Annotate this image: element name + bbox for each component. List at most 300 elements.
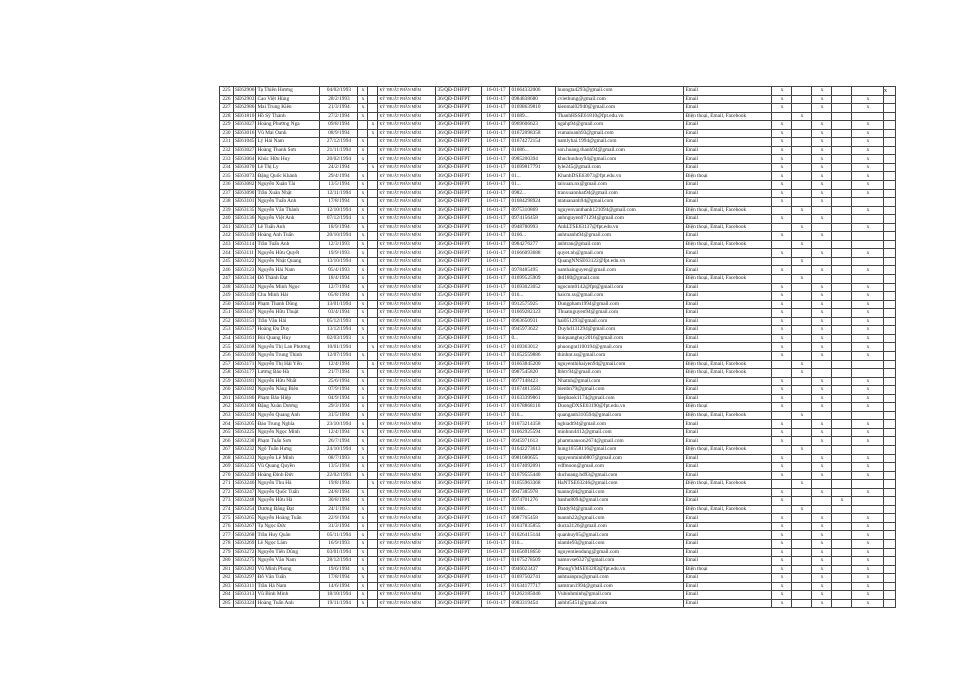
- student-name-cell: Hoàng Thanh Sơn: [256, 146, 320, 155]
- phone-cell: 01674813583: [510, 386, 556, 395]
- phone-cell: 01666093688: [510, 249, 556, 258]
- table-row: [220, 539, 896, 548]
- check-f-cell: [884, 420, 896, 429]
- major-cell: KỸ THUẬT PHẦN MỀM: [378, 531, 436, 540]
- email-cell: namtran1994@gmail.com: [556, 582, 684, 591]
- student-name-cell: Chu Minh Hải: [256, 292, 320, 301]
- student-name-cell: Lê Ngọc Lâm: [256, 539, 320, 548]
- check-a-cell: x: [772, 146, 792, 155]
- check-d-cell: [832, 146, 852, 155]
- phone-cell: 0982...: [510, 189, 556, 198]
- check-b-cell: [792, 266, 812, 275]
- check-c-cell: x: [812, 138, 832, 147]
- check-b-cell: [792, 283, 812, 292]
- birth-date-cell: 18/4/1994: [320, 275, 358, 284]
- table-row: [220, 505, 896, 514]
- student-id-cell: SE63134: [235, 275, 255, 282]
- decision-date-cell: 16-01-17: [482, 488, 510, 497]
- table-row: [220, 215, 896, 224]
- decision-number-cell: 36/QĐ-DHFPT: [436, 522, 482, 531]
- contact-method-cell: Email: [684, 497, 772, 506]
- gender-male-cell: x: [358, 104, 368, 113]
- check-b-cell: [792, 514, 812, 523]
- check-f-cell: [884, 394, 896, 403]
- check-c-cell: x: [812, 488, 832, 497]
- student-name-cell: Hoàng Đa Duy: [256, 326, 320, 335]
- check-b-cell: [792, 129, 812, 138]
- check-b-cell: [792, 377, 812, 386]
- check-f-cell: [884, 463, 896, 472]
- table-row: [220, 599, 896, 608]
- decision-number-cell: 36/QĐ-DHFPT: [436, 95, 482, 104]
- check-a-cell: [772, 240, 792, 249]
- decision-date-cell: 16-01-17: [482, 565, 510, 574]
- birth-date-cell: 08/9/1994: [320, 129, 358, 138]
- phone-cell: 01664332006: [510, 87, 556, 96]
- gender-female-cell: [368, 155, 378, 164]
- phone-cell: 0969606623: [510, 121, 556, 130]
- decision-number-cell: 36/QĐ-DHFPT: [436, 599, 482, 608]
- email-cell: ngahp94@gmail.com: [556, 121, 684, 130]
- birth-date-cell: 12/07/1994: [320, 351, 358, 360]
- check-b-cell: [792, 522, 812, 531]
- row-number-cell: 268: [220, 454, 234, 463]
- row-number-cell: 234: [220, 163, 234, 172]
- student-name-cell: Tạ Ngọc Đức: [256, 522, 320, 531]
- check-c-cell: x: [812, 463, 832, 472]
- check-a-cell: x: [772, 121, 792, 130]
- decision-date-cell: 16-01-17: [482, 471, 510, 480]
- student-name-cell: Hồ Sỹ Thành: [256, 112, 320, 121]
- student-id-cell: SE63137: [235, 223, 255, 230]
- decision-number-cell: 35/QĐ-DHFPT: [436, 334, 482, 343]
- phone-cell: 01684298924: [510, 198, 556, 207]
- row-number-cell: 244: [220, 249, 234, 258]
- check-e-cell: x: [852, 249, 884, 258]
- student-id-cell: SE62906: [235, 87, 255, 94]
- row-number-cell: 239: [220, 206, 234, 215]
- gender-male-cell: x: [358, 488, 368, 497]
- student-name-cell: Nguyễn Quang Anh: [256, 411, 320, 420]
- decision-date-cell: 16-01-17: [482, 360, 510, 369]
- check-f-cell: [884, 471, 896, 480]
- birth-date-cell: 03/01/1994: [320, 548, 358, 557]
- check-d-cell: [832, 275, 852, 284]
- major-cell: KỸ THUẬT PHẦN MỀM: [378, 172, 436, 181]
- row-number-cell: 260: [220, 386, 234, 395]
- check-e-cell: x: [852, 95, 884, 104]
- email-cell: nguyenthihaiyen94@gmail.com: [556, 360, 684, 369]
- major-cell: KỸ THUẬT PHẦN MỀM: [378, 471, 436, 480]
- row-number-cell: 285: [220, 599, 234, 608]
- check-f-cell: [884, 249, 896, 258]
- student-name-cell: Nguyễn Hữu Hà: [256, 497, 320, 506]
- major-cell: KỸ THUẬT PHẦN MỀM: [378, 599, 436, 608]
- check-d-cell: [832, 266, 852, 275]
- check-c-cell: x: [812, 514, 832, 523]
- check-d-cell: [832, 326, 852, 335]
- student-id-cell: SE63070: [235, 164, 255, 171]
- check-f-cell: [884, 548, 896, 557]
- major-cell: KỸ THUẬT PHẦN MỀM: [378, 215, 436, 224]
- row-number-cell: 281: [220, 565, 234, 574]
- major-cell: KỸ THUẬT PHẦN MỀM: [378, 377, 436, 386]
- birth-date-cell: 27/2/1994: [320, 112, 358, 121]
- table-row: [220, 394, 896, 403]
- email-cell: namhainguyen@gmail.com: [556, 266, 684, 275]
- phone-cell: 0963650931: [510, 317, 556, 326]
- decision-number-cell: 36/QĐ-DHFPT: [436, 181, 482, 190]
- contact-method-cell: Email: [684, 463, 772, 472]
- student-name-cell: Nguyễn Hoàng Tuấn: [256, 514, 320, 523]
- student-id-cell: SE63161: [235, 335, 255, 342]
- row-number-cell: 266: [220, 437, 234, 446]
- birth-date-cell: 31/3/1994: [320, 522, 358, 531]
- birth-date-cell: 27/12/1994: [320, 138, 358, 147]
- check-e-cell: x: [852, 437, 884, 446]
- decision-number-cell: 36/QĐ-DHFPT: [436, 497, 482, 506]
- student-id-cell: SE63272: [235, 548, 255, 555]
- table-row: [220, 531, 896, 540]
- check-b-cell: [792, 582, 812, 591]
- table-row: [220, 386, 896, 395]
- row-number-cell: 242: [220, 232, 234, 241]
- gender-male-cell: x: [358, 87, 368, 96]
- birth-date-cell: 12/10/1994: [320, 206, 358, 215]
- row-number-cell: 247: [220, 275, 234, 284]
- birth-date-cell: 28/2/1993: [320, 95, 358, 104]
- gender-male-cell: x: [358, 565, 368, 574]
- gender-male-cell: x: [358, 292, 368, 301]
- phone-cell: 01686...: [510, 146, 556, 155]
- gender-male-cell: [358, 121, 368, 130]
- contact-method-cell: Điện thoại, Email, Facebook: [684, 411, 772, 420]
- check-d-cell: [832, 428, 852, 437]
- check-c-cell: x: [812, 539, 832, 548]
- check-f-cell: [884, 283, 896, 292]
- check-c-cell: x: [812, 300, 832, 309]
- decision-number-cell: 36/QĐ-DHFPT: [436, 386, 482, 395]
- student-id-cell: SE63149: [235, 232, 255, 239]
- check-a-cell: x: [772, 87, 792, 96]
- check-f-cell: [884, 172, 896, 181]
- student-name-cell: Vũ Bình Minh: [256, 591, 320, 600]
- table-row: [220, 411, 896, 420]
- row-number-cell: 227: [220, 104, 234, 113]
- gender-male-cell: x: [358, 317, 368, 326]
- student-name-cell: Phạm Thanh Dũng: [256, 300, 320, 309]
- contact-method-cell: Email: [684, 138, 772, 147]
- email-cell: Duyhd131294@gmail.com: [556, 326, 684, 335]
- birth-date-cell: 21/3/1994: [320, 104, 358, 113]
- check-b-cell: x: [792, 275, 812, 284]
- gender-female-cell: [368, 582, 378, 591]
- check-a-cell: x: [772, 292, 792, 301]
- check-d-cell: [832, 454, 852, 463]
- gender-female-cell: [368, 369, 378, 378]
- check-d-cell: [832, 257, 852, 266]
- decision-number-cell: 35/QĐ-DHFPT: [436, 309, 482, 318]
- check-e-cell: x: [852, 514, 884, 523]
- check-d-cell: [832, 411, 852, 420]
- table-row: [220, 300, 896, 309]
- gender-male-cell: x: [358, 206, 368, 215]
- gender-female-cell: [368, 565, 378, 574]
- student-name-cell: Mai Trung Kiên: [256, 104, 320, 113]
- decision-date-cell: 16-01-17: [482, 514, 510, 523]
- major-cell: KỸ THUẬT PHẦN MỀM: [378, 181, 436, 190]
- check-b-cell: [792, 565, 812, 574]
- check-a-cell: x: [772, 163, 792, 172]
- major-cell: KỸ THUẬT PHẦN MỀM: [378, 420, 436, 429]
- gender-female-cell: [368, 411, 378, 420]
- row-number-cell: 230: [220, 129, 234, 138]
- check-d-cell: [832, 394, 852, 403]
- email-cell: taixuan.nx@gmail.com: [556, 181, 684, 190]
- phone-cell: 01655963368: [510, 480, 556, 489]
- table-row: [220, 112, 896, 121]
- check-f-cell: [884, 386, 896, 395]
- check-e-cell: x: [852, 317, 884, 326]
- gender-female-cell: [368, 266, 378, 275]
- decision-date-cell: 16-01-17: [482, 480, 510, 489]
- gender-female-cell: [368, 223, 378, 232]
- decision-date-cell: 16-01-17: [482, 591, 510, 600]
- check-c-cell: [812, 445, 832, 454]
- table-row: [220, 257, 896, 266]
- row-number-cell: 251: [220, 309, 234, 318]
- student-id-cell: SE63275: [235, 557, 255, 564]
- gender-female-cell: [368, 334, 378, 343]
- major-cell: KỸ THUẬT PHẦN MỀM: [378, 266, 436, 275]
- table-row: [220, 181, 896, 190]
- email-cell: huongta4293@gmail.com: [556, 87, 684, 96]
- check-f-cell: [884, 266, 896, 275]
- check-f-cell: [884, 198, 896, 207]
- contact-method-cell: Điện thoại, Email, Facebook: [684, 360, 772, 369]
- check-d-cell: [832, 522, 852, 531]
- check-c-cell: x: [812, 249, 832, 258]
- birth-date-cell: 08/7/1993: [320, 454, 358, 463]
- decision-date-cell: 16-01-17: [482, 292, 510, 301]
- decision-number-cell: 36/QĐ-DHFPT: [436, 240, 482, 249]
- birth-date-cell: 13/5/1994: [320, 463, 358, 472]
- check-c-cell: [812, 480, 832, 489]
- major-cell: KỸ THUẬT PHẦN MỀM: [378, 334, 436, 343]
- check-e-cell: x: [852, 283, 884, 292]
- check-e-cell: [852, 369, 884, 378]
- check-a-cell: x: [772, 104, 792, 113]
- contact-method-cell: Email: [684, 334, 772, 343]
- check-f-cell: [884, 155, 896, 164]
- major-cell: KỸ THUẬT PHẦN MỀM: [378, 403, 436, 412]
- row-number-cell: 228: [220, 112, 234, 121]
- check-c-cell: x: [812, 394, 832, 403]
- check-a-cell: [772, 480, 792, 489]
- check-f-cell: [884, 326, 896, 335]
- row-number-cell: 269: [220, 463, 234, 472]
- decision-date-cell: 16-01-17: [482, 112, 510, 121]
- decision-date-cell: 16-01-17: [482, 386, 510, 395]
- phone-cell: 0912575925: [510, 300, 556, 309]
- check-a-cell: x: [772, 394, 792, 403]
- gender-male-cell: x: [358, 146, 368, 155]
- student-id-cell: SE63135: [235, 206, 255, 213]
- table-row: [220, 104, 896, 113]
- email-cell: ThanhHSSE61810@fpt.edu.vn: [556, 112, 684, 121]
- major-cell: KỸ THUẬT PHẦN MỀM: [378, 198, 436, 207]
- table-row: [220, 557, 896, 566]
- table-row: [220, 403, 896, 412]
- student-id-cell: SE63190: [235, 403, 255, 410]
- check-b-cell: [792, 326, 812, 335]
- contact-method-cell: Email: [684, 454, 772, 463]
- table-row: [220, 514, 896, 523]
- row-number-cell: 264: [220, 420, 234, 429]
- student-name-cell: Nguyễn Thị Hải Yến: [256, 360, 320, 369]
- decision-date-cell: 16-01-17: [482, 377, 510, 386]
- phone-cell: 0948780993: [510, 223, 556, 232]
- contact-method-cell: Điện thoại, Email, Facebook: [684, 480, 772, 489]
- phone-cell: 0...: [510, 334, 556, 343]
- birth-date-cell: 19/6/1994: [320, 565, 358, 574]
- contact-method-cell: Điện thoại, Email, Facebook: [684, 223, 772, 232]
- row-number-cell: 248: [220, 283, 234, 292]
- birth-date-cell: 05/12/1993: [320, 317, 358, 326]
- email-cell: anhtuanht94@gmail.com: [556, 232, 684, 241]
- check-e-cell: x: [852, 266, 884, 275]
- gender-female-cell: [368, 181, 378, 190]
- check-b-cell: [792, 104, 812, 113]
- major-cell: KỸ THUẬT PHẦN MỀM: [378, 292, 436, 301]
- row-number-cell: 272: [220, 488, 234, 497]
- major-cell: KỸ THUẬT PHẦN MỀM: [378, 514, 436, 523]
- check-d-cell: [832, 240, 852, 249]
- table-row: [220, 292, 896, 301]
- major-cell: KỸ THUẬT PHẦN MỀM: [378, 351, 436, 360]
- check-b-cell: [792, 428, 812, 437]
- decision-number-cell: 36/QĐ-DHFPT: [436, 275, 482, 284]
- phone-cell: 0981680655: [510, 454, 556, 463]
- email-cell: DuongDXSE63190@fpt.edu.vn: [556, 403, 684, 412]
- birth-date-cell: 13/10/1994: [320, 257, 358, 266]
- major-cell: KỸ THUẬT PHẦN MỀM: [378, 445, 436, 454]
- phone-cell: 01626415144: [510, 531, 556, 540]
- contact-method-cell: Email: [684, 292, 772, 301]
- table-row: [220, 206, 896, 215]
- check-f-cell: [884, 531, 896, 540]
- check-b-cell: [792, 121, 812, 130]
- major-cell: KỸ THUẬT PHẦN MỀM: [378, 95, 436, 104]
- table-row: [220, 189, 896, 198]
- student-id-cell: SE63090: [235, 189, 255, 196]
- decision-date-cell: 16-01-17: [482, 104, 510, 113]
- decision-number-cell: 35/QĐ-DHFPT: [436, 292, 482, 301]
- check-e-cell: x: [852, 189, 884, 198]
- phone-cell: 01693023052: [510, 283, 556, 292]
- decision-date-cell: 16-01-17: [482, 87, 510, 96]
- student-name-cell: Vũ Quang Quyền: [256, 463, 320, 472]
- check-c-cell: x: [812, 163, 832, 172]
- check-d-cell: [832, 181, 852, 190]
- phone-cell: [510, 257, 556, 266]
- phone-cell: 01699817791: [510, 163, 556, 172]
- gender-female-cell: [368, 505, 378, 514]
- major-cell: KỸ THUẬT PHẦN MỀM: [378, 206, 436, 215]
- birth-date-cell: 12/4/1994: [320, 428, 358, 437]
- gender-male-cell: x: [358, 497, 368, 506]
- check-b-cell: [792, 437, 812, 446]
- gender-male-cell: [358, 480, 368, 489]
- decision-number-cell: 36/QĐ-DHFPT: [436, 172, 482, 181]
- contact-method-cell: Email: [684, 548, 772, 557]
- decision-number-cell: 36/QĐ-DHFPT: [436, 249, 482, 258]
- table-row: [220, 240, 896, 249]
- row-number-cell: 226: [220, 95, 234, 104]
- gender-female-cell: [368, 531, 378, 540]
- check-f-cell: [884, 437, 896, 446]
- check-d-cell: [832, 283, 852, 292]
- gender-male-cell: x: [358, 463, 368, 472]
- student-name-cell: Dương Đăng Đạt: [256, 505, 320, 514]
- check-f-cell: [884, 163, 896, 172]
- check-e-cell: x: [852, 531, 884, 540]
- phone-cell: 01674092091: [510, 463, 556, 472]
- phone-cell: 01...: [510, 172, 556, 181]
- check-a-cell: x: [772, 266, 792, 275]
- check-e-cell: x: [852, 565, 884, 574]
- birth-date-cell: 24/1/1994: [320, 505, 358, 514]
- check-b-cell: [792, 189, 812, 198]
- student-name-cell: Nguyễn Văn Thành: [256, 206, 320, 215]
- check-a-cell: x: [772, 377, 792, 386]
- gender-male-cell: x: [358, 403, 368, 412]
- decision-number-cell: 36/QĐ-DHFPT: [436, 112, 482, 121]
- decision-number-cell: 35/QĐ-DHFPT: [436, 326, 482, 335]
- student-id-cell: SE63122: [235, 258, 255, 265]
- check-a-cell: x: [772, 591, 792, 600]
- contact-method-cell: Email: [684, 317, 772, 326]
- check-b-cell: [792, 309, 812, 318]
- row-number-cell: 265: [220, 428, 234, 437]
- check-d-cell: [832, 232, 852, 241]
- decision-date-cell: 16-01-17: [482, 223, 510, 232]
- phone-cell: 0974156458: [510, 215, 556, 224]
- email-cell: vumaioanh93@gmail.com: [556, 129, 684, 138]
- check-b-cell: x: [792, 369, 812, 378]
- decision-number-cell: 36/QĐ-DHFPT: [436, 480, 482, 489]
- check-e-cell: x: [852, 599, 884, 608]
- birth-date-cell: 20/10/1994: [320, 232, 358, 241]
- decision-number-cell: 36/QĐ-DHFPT: [436, 531, 482, 540]
- email-cell: tuannh22@gmail.com: [556, 514, 684, 523]
- check-f-cell: [884, 411, 896, 420]
- table-row: [220, 326, 896, 335]
- check-f-cell: [884, 403, 896, 412]
- student-id-cell: SE62903: [235, 95, 255, 102]
- gender-male-cell: x: [358, 471, 368, 480]
- major-cell: KỸ THUẬT PHẦN MỀM: [378, 574, 436, 583]
- decision-number-cell: 36/QĐ-DHFPT: [436, 454, 482, 463]
- decision-number-cell: 36/QĐ-DHFPT: [436, 146, 482, 155]
- row-number-cell: 240: [220, 215, 234, 224]
- check-e-cell: [852, 232, 884, 241]
- email-cell: buiquanghuy2016@gmail.com: [556, 334, 684, 343]
- check-f-cell: [884, 309, 896, 318]
- check-d-cell: [832, 334, 852, 343]
- student-id-cell: SE63239: [235, 471, 255, 478]
- birth-date-cell: 04/02/1993: [320, 87, 358, 96]
